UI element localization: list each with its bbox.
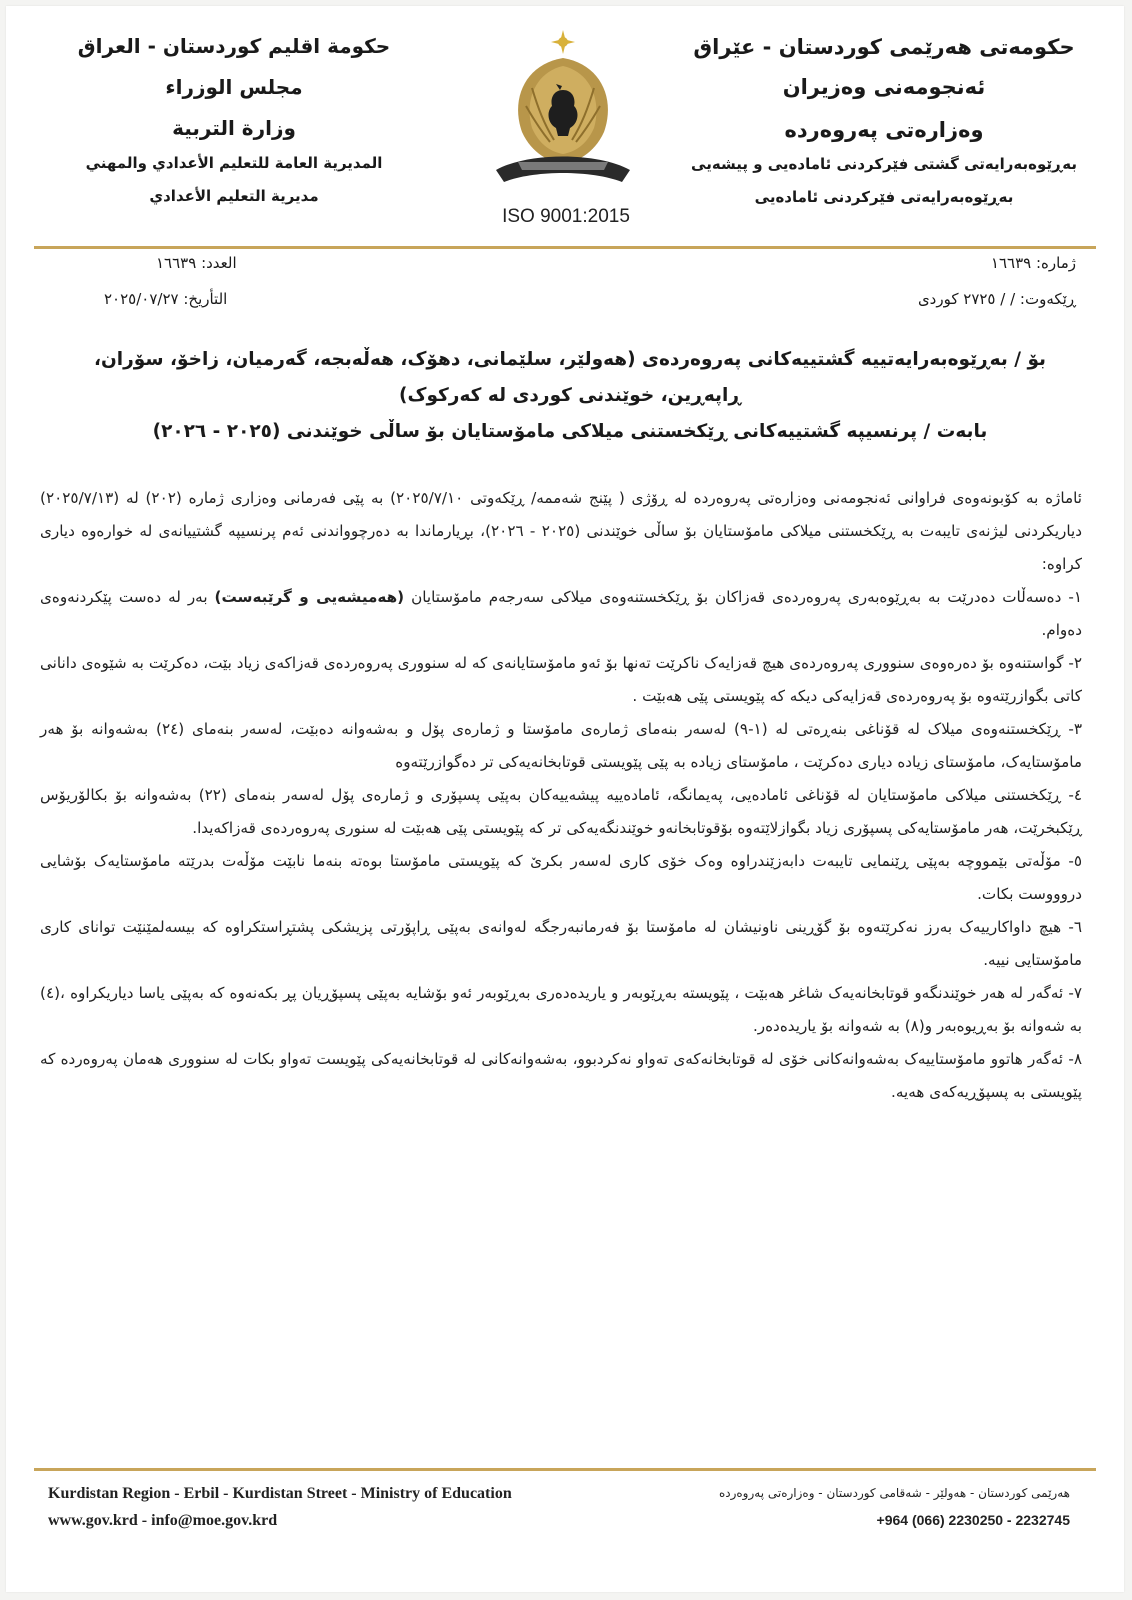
body-item-6: ٦- هیچ داواکارییەک بەرز نەکرێتەوە بۆ گۆڕینی ناونیشان لە مامۆستا بۆ فەرمانبەرجگە لەوانەی بەپێی ڕاپۆرتی پزیشکی پشتڕاستکراوە کە بیسەلمێنێت توانای کاری مامۆستایی نییە.	[40, 918, 1082, 969]
header-ar-council: مجلس الوزراء	[165, 75, 303, 99]
reference-date-ar: التأريخ: ٢٠٢٥/٠٧/٢٧	[104, 290, 228, 308]
body-item-4: ٤- ڕێکخستنی میلاکی مامۆستایان لە قۆناغی ئامادەیی، پەیمانگە، ئامادەییە پیشەییەکان بەپێی پسپۆری و ژمارەی پۆل لەسەر بنەمای (٢٢) بەشەوانە بۆ بکالۆریۆس ڕێکبخرێت، هەر مامۆستایەکی پسپۆری زیاد بگوازلاێتەوە بۆقوتابخانەو خوێندنگەیەکی تر کە پێویستی پێی هەبێت لە سنوری پەروەردەی قەزاکەیدا.	[40, 786, 1082, 837]
body-item-1	[40, 581, 1082, 647]
header-ku-ministry: وەزارەتی پەروەردە	[784, 117, 984, 142]
letter-subject: بابەت / پرنسیپە گشتییەکانی ڕێکخستنی میلاکی مامۆستایان بۆ ساڵی خوێندنی (٢٠٢٥ - ٢٠٢٦)	[152, 421, 988, 442]
footer-address-ku: هەرێمی کوردستان - هەولێر - شەقامی کوردستان - وەزارەتی پەروەردە	[718, 1486, 1070, 1500]
letter-recipient: بۆ / بەڕێوەبەرایەتییە گشتییەکانی پەروەردەی (هەولێر، سلێمانی، دهۆک، هەڵەبجە، گەرمیان، زاخۆ، سۆران، ڕاپەڕین، خوێندنی کوردی لە کەرکوک)	[93, 349, 1046, 406]
letter-body	[40, 482, 1082, 1109]
iso-certification: ISO 9001:2015	[502, 206, 630, 227]
header-ar-ministry: وزارة التربية	[172, 116, 296, 140]
body-item-3: ٣- ڕێکخستنەوەی میلاک لە قۆناغی بنەڕەتی لە (١-٩) لەسەر بنەمای ژمارەی مامۆستا و ژمارەی پۆل و بەشەوانە دەبێت، لەسەر بنەمای (٢٤) بەشەوانە بۆ هەر مامۆستایەک، مامۆستای زیادە دیاری دەکرێت ، مامۆستای زیادە بە پێی پێویستی قوتابخانەیەکی تر دەگوازرێتەوە	[40, 720, 1082, 771]
letter-addressing	[66, 342, 1074, 450]
header-ar-directorate-general: المديرية العامة للتعليم الأعدادي والمهني	[85, 154, 383, 172]
body-item-2: ٢- گواستنەوە بۆ دەرەوەی سنووری پەروەردەی هیچ قەزایەک ناکرێت تەنها بۆ ئەو مامۆستایانەی کە لە سنووری پەروەردەی قەزاکەی زیاد بێت، دەکرێت بە شێوەی دانانی کاتی بگوازرێتەوە بۆ پەروەردەی قەزایەکی دیکە کە پێویستی پێی هەبێت .	[40, 654, 1082, 705]
footer-english	[48, 1480, 512, 1534]
reference-number-ar: العدد: ١٦٦٣٩	[156, 254, 237, 272]
body-item-1-emphasis: (هەمیشەیی و گرێبەست)	[214, 588, 405, 606]
header-arabic	[54, 34, 414, 206]
body-item-1-text: ١- دەسەڵات دەدرێت بە بەڕێوەبەری پەروەردەی قەزاکان بۆ ڕێکخستنەوەی میلاکی سەرجەم مامۆستایان	[411, 588, 1082, 606]
footer-phone: +964 (066) 2230250 - 2232745	[876, 1512, 1070, 1528]
body-item-8: ٨- ئەگەر هاتوو مامۆستاییەک بەشەوانەکانی خۆی لە قوتابخانەکەی تەواو نەکردبوو، بەشەوانەکانی لە قوتابخانەیەکی پێویست تەواو بکات لە سنووری هەمان پەروەردە کە پێویستی بە پسپۆڕیەکەی هەیە.	[40, 1050, 1082, 1101]
footer-divider	[34, 1468, 1096, 1471]
kurdistan-emblem-icon	[488, 28, 638, 198]
footer-kurdish	[719, 1480, 1070, 1534]
header-ar-directorate: مديرية التعليم الأعدادي	[149, 186, 319, 205]
reference-date-ku: ڕێکەوت: / / ٢٧٢٥ کوردی	[917, 290, 1076, 308]
body-intro: ئاماژە بە کۆبونەوەی فراوانی ئەنجومەنی وەزارەتی پەروەردە لە ڕۆژی ( پێنج شەممە/ ڕێکەوتی ٢٠٢٥/٧/١٠) بە پێی فەرمانی وەزاری ژمارە (٢٠٢) لە (٢٠٢٥/٧/١٣) دیاریکردنی لیژنەی تایبەت بە ڕێکخستنی میلاکی مامۆستایان بۆ ساڵی خوێندنی (٢٠٢٥ - ٢٠٢٦)، بڕیارماندا بە دەرچوواندنی ئەم پرنسیپە گشتییانەی لە خوارەوە دیاری کراوە:	[40, 489, 1082, 573]
header-divider	[34, 246, 1096, 249]
body-item-1-tail: بەر لە دەست پێکردنەوەی دەوام.	[40, 588, 1082, 639]
header-ku-directorate-general: بەڕێوەبەرایەتی گشتی فێرکردنی ئامادەیی و پیشەیی	[691, 154, 1077, 173]
header-kurdish	[684, 34, 1084, 206]
header-ar-government: حكومة اقليم كوردستان - العراق	[77, 34, 391, 58]
header-ku-directorate: بەڕێوەبەرایەتی فێرکردنی ئامادەیی	[754, 187, 1014, 206]
footer-address-en: Kurdistan Region - Erbil - Kurdistan Street - Ministry of Education	[48, 1485, 512, 1502]
body-item-7: ٧- ئەگەر لە هەر خوێندنگەو قوتابخانەیەک شاغر هەبێت ، پێویستە بەڕێوبەر و یاریدەدەری بەڕێوبەر ئەو بۆشایە بەپێی پسپۆڕیان پڕ بکەنەوە کە بەپێی یاسا دیاریکراوە ،(٤) بە شەوانە بۆ بەڕیوەبەر و(٨) بە شەوانە بۆ یاریدەدەر.	[40, 984, 1082, 1035]
footer-contact-en: www.gov.krd - info@moe.gov.krd	[48, 1512, 278, 1529]
header-ku-council: ئەنجومەنی وەزیران	[782, 75, 986, 100]
reference-number-ku: ژمارە: ١٦٦٣٩	[990, 254, 1076, 272]
body-item-5: ٥- مۆڵەتی بێمووچە بەپێی ڕێنمایی تایبەت دابەزێندراوە وەک خۆی کاری لەسەر بکرێ کە پێویستی مامۆستا بوەتە بنەما نابێت مۆڵەت بدرێتە مامۆستایەک بۆشایی دروووست بکات.	[40, 852, 1082, 903]
official-letter	[6, 6, 1124, 1592]
header-ku-government: حکومەتی هەرێمی کوردستان - عێراق	[693, 35, 1075, 59]
